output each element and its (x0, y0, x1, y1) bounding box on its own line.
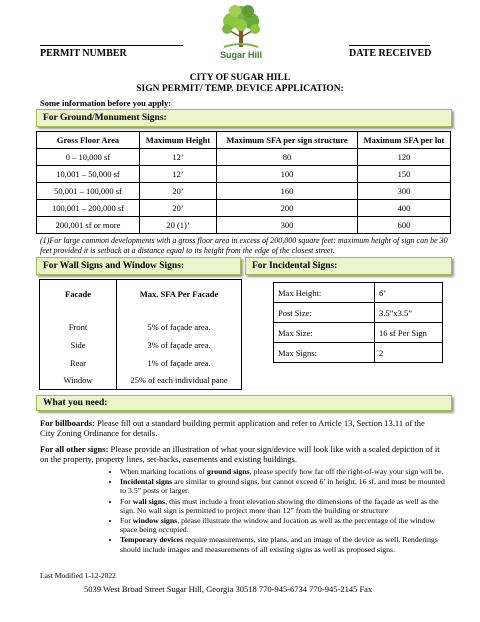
table-row (40, 318, 242, 336)
list-item: • Incidental signs are similar to ground signs, but cannot exceed 6’ in height, 16 sf, and must be mounted to 3.5” posts or larger. (120, 477, 452, 495)
table-cell: Rear (69, 357, 87, 368)
table-cell: 160 (217, 183, 358, 200)
table-cell: 3% of façade area. (117, 336, 242, 354)
table-cell: 25% of each individual pane (117, 372, 242, 390)
footer-address: 5039 West Broad Street Sugar Hill, Georgia 30518 770-945-6734 770-945-2145 Fax (84, 584, 373, 594)
table-cell: 1% of façade area. (117, 354, 242, 372)
ground-signs-heading: For Ground/Monument Signs: (36, 109, 452, 127)
list-item: • Temporary devices require measurements, site plans, and an image of the device as well. Renderings should include images and measurements of all existing signs as well as proposed signs. (120, 535, 452, 553)
table-cell: 200 (217, 200, 358, 217)
table-cell: 300 (358, 183, 451, 200)
table-cell: 10,001 – 50,000 sf (37, 166, 140, 183)
table-row (37, 217, 451, 234)
page-title (0, 73, 480, 95)
col-header: Maximum SFA per lot (358, 132, 451, 149)
table-row (274, 343, 443, 363)
col-header: Max. SFA Per Facade (117, 280, 242, 308)
list-item: • For window signs, please illustrate the window and location as well as the percentage of the window space being occupied. (120, 516, 452, 534)
permit-number-line (40, 45, 183, 46)
table-cell: Front (68, 321, 88, 332)
table-cell: 600 (358, 217, 451, 234)
tree-icon (218, 3, 264, 51)
table-row (40, 354, 242, 372)
table-row (40, 372, 242, 390)
table-row (274, 283, 443, 303)
permit-number-label: PERMIT NUMBER (40, 48, 127, 59)
last-modified: Last Modified 1-12-2022 (40, 571, 116, 580)
table-cell: 16 sf Per Sign (375, 323, 443, 343)
billboards-label: For billboards: (40, 418, 95, 428)
date-received-line (349, 45, 430, 46)
table-cell: Max Size: (274, 323, 375, 343)
table-cell: 150 (358, 166, 451, 183)
table-cell: Window (63, 375, 93, 386)
table-row (37, 149, 451, 166)
incidental-signs-table (273, 282, 443, 363)
table-cell: Max Height: (274, 283, 375, 303)
table-row (37, 200, 451, 217)
table-cell: Post Size: (274, 303, 375, 323)
other-signs-label: For all other signs: (40, 444, 109, 454)
wall-signs-table (39, 279, 242, 390)
table-cell: 80 (217, 149, 358, 166)
billboards-paragraph (40, 418, 440, 438)
title-line2: SIGN PERMIT/ TEMP. DEVICE APPLICATION: (136, 84, 344, 94)
table-row (274, 323, 443, 343)
table-cell: 12’ (140, 166, 217, 183)
table-cell: 2 (375, 343, 443, 363)
sugar-hill-logo (218, 3, 264, 61)
title-line1: CITY OF SUGAR HILL (189, 73, 291, 83)
ground-signs-table (36, 131, 451, 234)
table-row (37, 183, 451, 200)
table-cell: 6’ (375, 283, 443, 303)
table-cell: 50,001 – 100,000 sf (37, 183, 140, 200)
wall-signs-heading: For Wall Signs and Window Signs: (36, 257, 241, 275)
what-you-need-heading: What you need: (36, 395, 452, 411)
table-cell: 20 (1)’ (140, 217, 217, 234)
col-header: Maximum SFA per sign structure (217, 132, 358, 149)
table-row (37, 166, 451, 183)
table-cell: 5% of façade area. (117, 318, 242, 336)
table-cell: Side (70, 339, 86, 350)
table-cell: 3.5”x3.5” (375, 303, 443, 323)
incidental-signs-heading: For Incidental Signs: (245, 257, 452, 275)
col-header: Gross Floor Area (37, 132, 140, 149)
table-cell: 20’ (140, 200, 217, 217)
table-cell: 120 (358, 149, 451, 166)
table-cell: 100 (217, 166, 358, 183)
billboards-text: Please fill out a standard building permit application and refer to Article 13, Section 13.11 of the City Zoning Ordinance for details. (40, 418, 425, 438)
table-cell: Max Signs: (274, 343, 375, 363)
table-cell: 100,001 – 200,000 sf (37, 200, 140, 217)
col-header: Facade (65, 288, 91, 299)
list-item: • For wall signs, this must include a front elevation showing the dimensions of the façade as well as the sign. No wall sign is permitted to project more than 12” from the building or structure (120, 497, 452, 515)
table-row (274, 303, 443, 323)
table-cell: 20’ (140, 183, 217, 200)
col-header: Maximum Height (140, 132, 217, 149)
table-row (40, 336, 242, 354)
logo-text: Sugar Hill (219, 50, 262, 60)
requirements-list (106, 467, 452, 555)
table-cell: 400 (358, 200, 451, 217)
other-signs-paragraph (40, 444, 450, 464)
table-cell: 200,001 sf or more (37, 217, 140, 234)
table-cell: 300 (217, 217, 358, 234)
list-item: • When marking locations of ground signs, please specify how far off the right-of-way your sign will be. (120, 467, 452, 476)
ground-footnote: (1)For large common developments with a gross floor area in excess of 200,000 square feet: maximum height of sign can be 30 feet provided it is setback at a distance equal to its height from the edge of the closest street. (40, 236, 448, 255)
table-cell: 0 – 10,000 sf (37, 149, 140, 166)
date-received-label: DATE RECEIVED (349, 48, 432, 59)
intro-text: Some information before you apply: (40, 98, 172, 108)
table-cell: 12’ (140, 149, 217, 166)
other-signs-text: Please provide an illustration of what your sign/device will look like with a scaled depiction of it on the property, property lines, set-backs, easements and existing buildings. (40, 444, 440, 464)
